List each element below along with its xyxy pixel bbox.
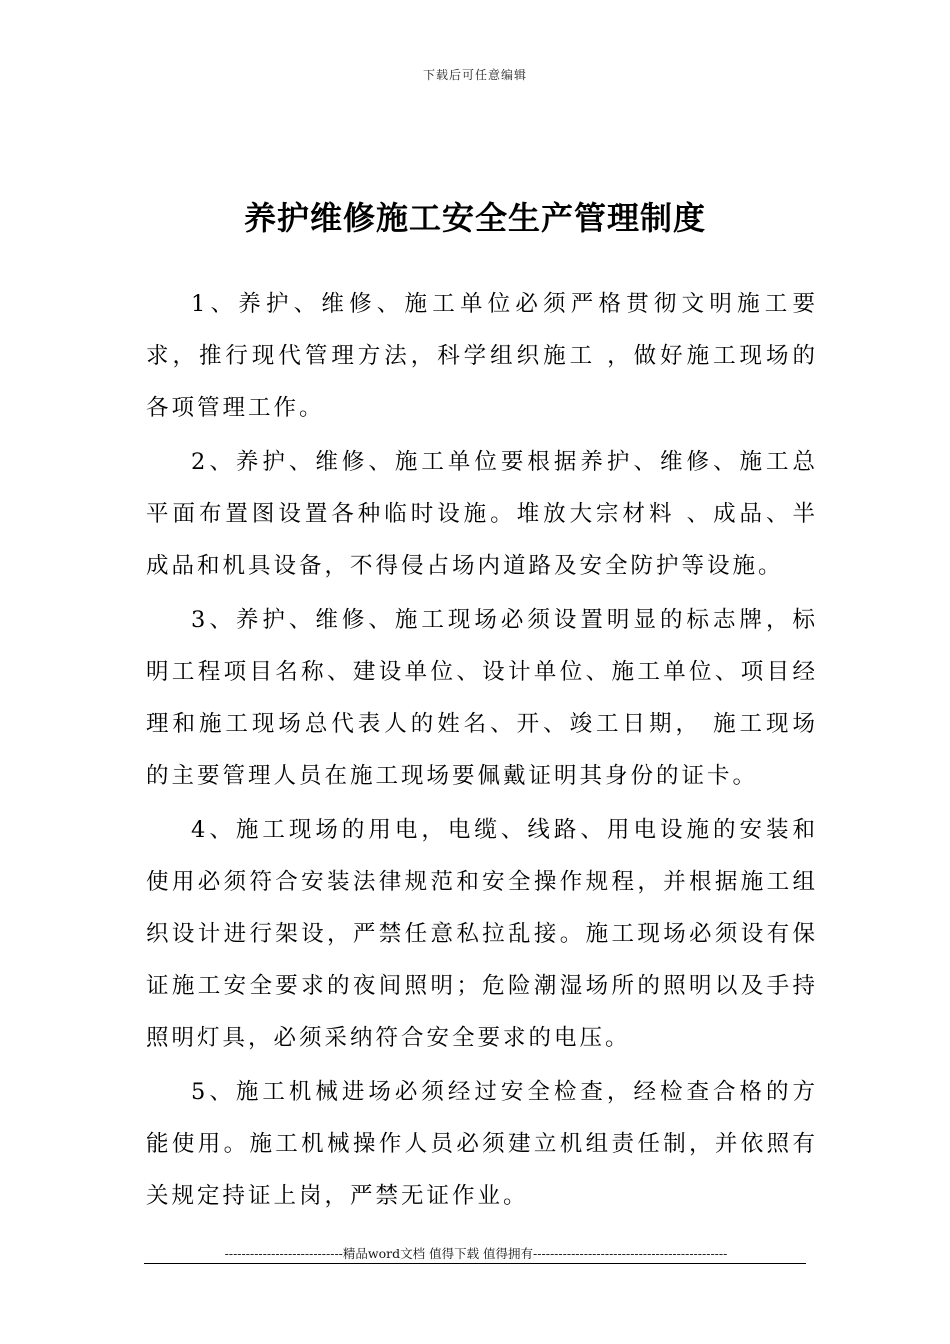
document-body <box>146 278 818 1224</box>
footer-note: ----------------------------精品word文档 值得下载 值得拥有---------------------------------------------- <box>224 1246 728 1261</box>
paragraph-5: 5、施工机械进场必须经过安全检查，经检查合格的方能使用。施工机械操作人员必须建立机组责任制，并依照有关规定持证上岗，严禁无证作业。 <box>146 1079 818 1209</box>
paragraph-3: 3、养护、维修、施工现场必须设置明显的标志牌，标明工程项目名称、建设单位、设计单位、施工单位、项目经理和施工现场总代表人的姓名、开、竣工日期， 施工现场的主要管理人员在施工现场要佩戴证明其身份的证卡。 <box>146 607 818 789</box>
paragraph-1: 1、养护、维修、施工单位必须严格贯彻文明施工要求，推行现代管理方法，科学组织施工 ，做好施工现场的各项管理工作。 <box>146 291 818 421</box>
footer-divider <box>144 1263 806 1264</box>
document-title: 养护维修施工安全生产管理制度 <box>243 199 706 237</box>
paragraph-2: 2、养护、维修、施工单位要根据养护、维修、施工总平面布置图设置各种临时设施。堆放大宗材料 、成品、半成品和机具设备，不得侵占场内道路及安全防护等设施。 <box>146 449 818 579</box>
header-note: 下载后可任意编辑 <box>422 68 527 82</box>
paragraph-4: 4、施工现场的用电，电缆、线路、用电设施的安装和使用必须符合安装法律规范和安全操作规程，并根据施工组织设计进行架设，严禁任意私拉乱接。施工现场必须设有保证施工安全要求的夜间照明；危险潮湿场所的照明以及手持照明灯具，必须采纳符合安全要求的电压。 <box>146 817 818 1051</box>
